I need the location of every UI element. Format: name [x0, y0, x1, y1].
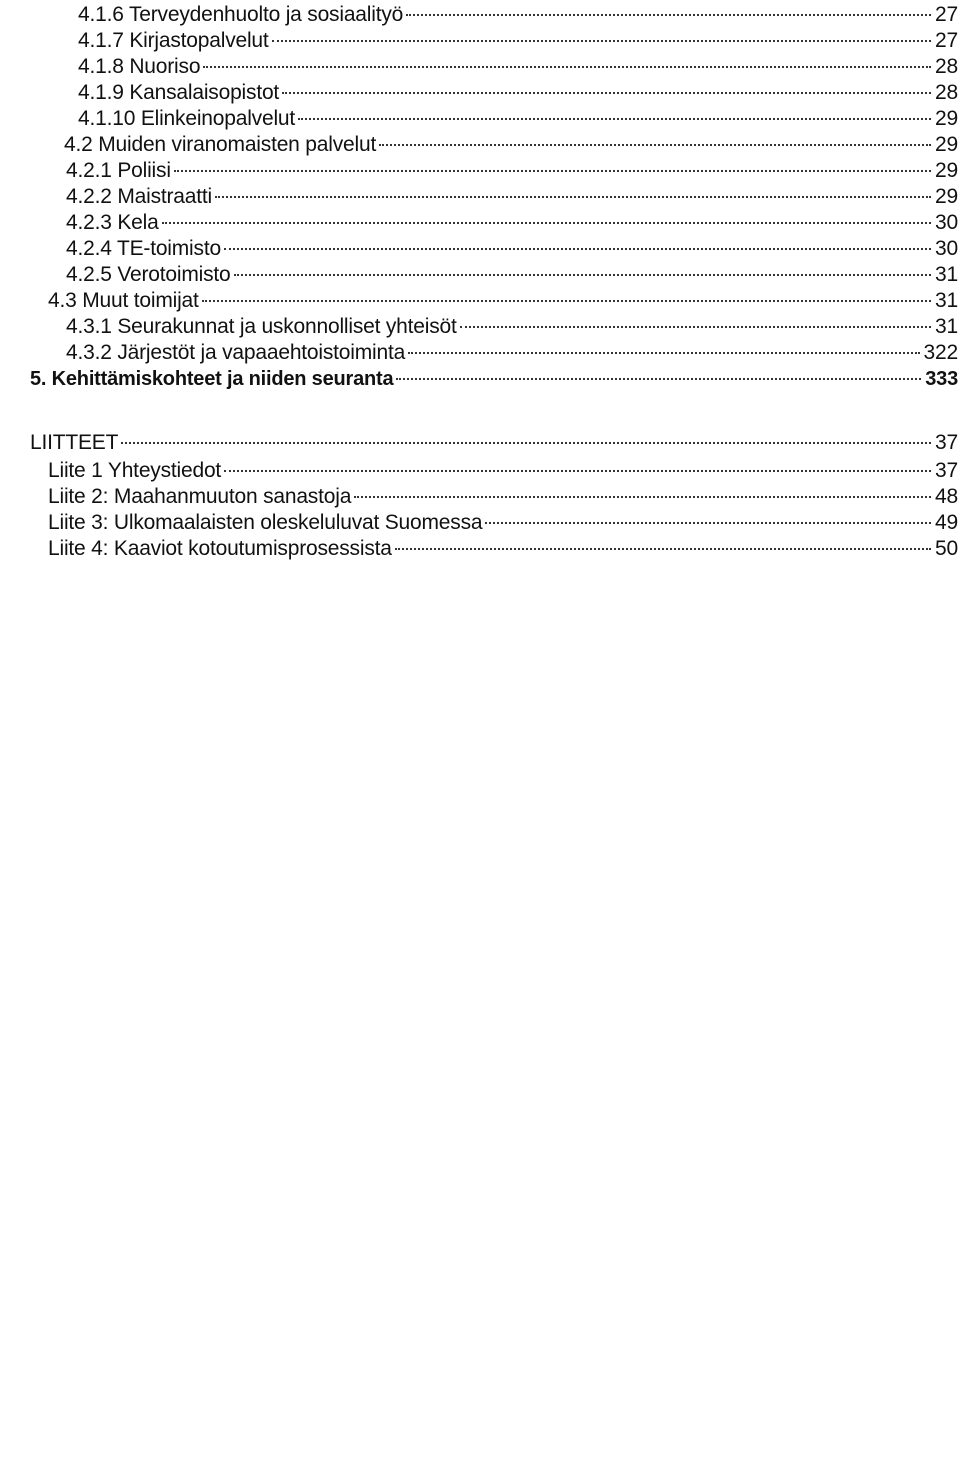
toc-dot-leader: [162, 222, 931, 224]
toc-entry-title: Liite 4: Kaaviot kotoutumisprosessista: [48, 537, 392, 560]
toc-entry-page: 28: [935, 81, 958, 104]
toc-entry-title: 4.3.2 Järjestöt ja vapaaehtoistoiminta: [66, 341, 406, 364]
toc-dot-leader: [203, 66, 931, 68]
toc-entry-title: 5. Kehittämiskohteet ja niiden seuranta: [30, 368, 394, 390]
toc-entry-title: 4.2.5 Verotoimisto: [66, 263, 231, 286]
toc-dot-leader: [460, 326, 931, 328]
toc-entry-page: 31: [935, 289, 958, 312]
toc-entry-4-3-2[interactable]: [66, 340, 958, 366]
toc-dot-leader: [298, 118, 931, 120]
toc-entry-4-1-6[interactable]: [78, 2, 958, 28]
toc-entry-page: 322: [923, 341, 958, 364]
toc-entry-title: LIITTEET: [30, 431, 119, 454]
toc-entry-5[interactable]: [30, 366, 958, 392]
toc-entry-page: 28: [935, 55, 958, 78]
toc-entry-title: Liite 1 Yhteystiedot: [48, 459, 222, 482]
toc-entry-page: 29: [935, 107, 958, 130]
toc-entry-title: 4.1.9 Kansalaisopistot: [78, 81, 280, 104]
toc-dot-leader: [379, 144, 931, 146]
toc-entry-page: 49: [935, 511, 958, 534]
toc-entry-page: 27: [935, 29, 958, 52]
toc-dot-leader: [406, 14, 931, 16]
toc-entry-page: 27: [935, 3, 958, 26]
toc-entry-title: 4.3.1 Seurakunnat ja uskonnolliset yhteisöt: [66, 315, 457, 338]
toc-entry-page: 30: [935, 237, 958, 260]
toc-entry-liitteet[interactable]: [30, 430, 958, 456]
toc-entry-page: 333: [925, 368, 958, 390]
toc-dot-leader: [354, 496, 931, 498]
toc-entry-page: 30: [935, 211, 958, 234]
toc-entry-page: 31: [935, 263, 958, 286]
toc-dot-leader: [224, 470, 931, 472]
toc-entry-4-2-5[interactable]: [66, 262, 958, 288]
toc-entry-4-2-2[interactable]: [66, 184, 958, 210]
toc-entry-4-1-7[interactable]: [78, 28, 958, 54]
toc-entry-title: Liite 3: Ulkomaalaisten oleskeluluvat Suomessa: [48, 511, 483, 534]
toc-dot-leader: [395, 548, 931, 550]
toc-entry-4-3[interactable]: [48, 288, 958, 314]
toc-dot-leader: [408, 352, 919, 354]
toc-entry-4-1-10[interactable]: [78, 106, 958, 132]
toc-entry-page: 37: [935, 431, 958, 454]
toc-entry-page: 50: [935, 537, 958, 560]
toc-dot-leader: [272, 40, 931, 42]
toc-dot-leader: [215, 196, 931, 198]
toc-entry-liite-4[interactable]: [48, 536, 958, 562]
toc-entry-title: 4.2.3 Kela: [66, 211, 159, 234]
toc-entry-title: 4.2.2 Maistraatti: [66, 185, 212, 208]
toc-dot-leader: [485, 522, 931, 524]
toc-entry-page: 29: [935, 133, 958, 156]
toc-entry-title: 4.1.6 Terveydenhuolto ja sosiaalityö: [78, 3, 404, 26]
toc-entry-page: 29: [935, 185, 958, 208]
toc-entry-title: 4.1.7 Kirjastopalvelut: [78, 29, 269, 52]
toc-entry-liite-1[interactable]: [48, 458, 958, 484]
toc-entry-page: 48: [935, 485, 958, 508]
toc-entry-title: 4.2 Muiden viranomaisten palvelut: [64, 133, 377, 156]
toc-entry-4-1-9[interactable]: [78, 80, 958, 106]
toc-entry-page: 31: [935, 315, 958, 338]
toc-entry-title: 4.1.10 Elinkeinopalvelut: [78, 107, 296, 130]
toc-dot-leader: [234, 274, 932, 276]
toc-entry-liite-2[interactable]: [48, 484, 958, 510]
toc-entry-title: Liite 2: Maahanmuuton sanastoja: [48, 485, 352, 508]
toc-entry-title: 4.1.8 Nuoriso: [78, 55, 201, 78]
toc-dot-leader: [121, 442, 931, 444]
toc-entry-4-2-3[interactable]: [66, 210, 958, 236]
toc-entry-4-1-8[interactable]: [78, 54, 958, 80]
toc-dot-leader: [396, 378, 921, 380]
toc-entry-4-2-1[interactable]: [66, 158, 958, 184]
toc-entry-page: 37: [935, 459, 958, 482]
toc-entry-liite-3[interactable]: [48, 510, 958, 536]
toc-dot-leader: [202, 300, 931, 302]
toc-entry-title: 4.2.4 TE-toimisto: [66, 237, 221, 260]
toc-entry-title: 4.3 Muut toimijat: [48, 289, 199, 312]
toc-dot-leader: [174, 170, 931, 172]
toc-entry-4-3-1[interactable]: [66, 314, 958, 340]
toc-entry-4-2[interactable]: [64, 132, 958, 158]
toc-dot-leader: [224, 248, 931, 250]
toc-entry-4-2-4[interactable]: [66, 236, 958, 262]
toc-entry-page: 29: [935, 159, 958, 182]
toc-dot-leader: [282, 92, 931, 94]
toc-entry-title: 4.2.1 Poliisi: [66, 159, 171, 182]
